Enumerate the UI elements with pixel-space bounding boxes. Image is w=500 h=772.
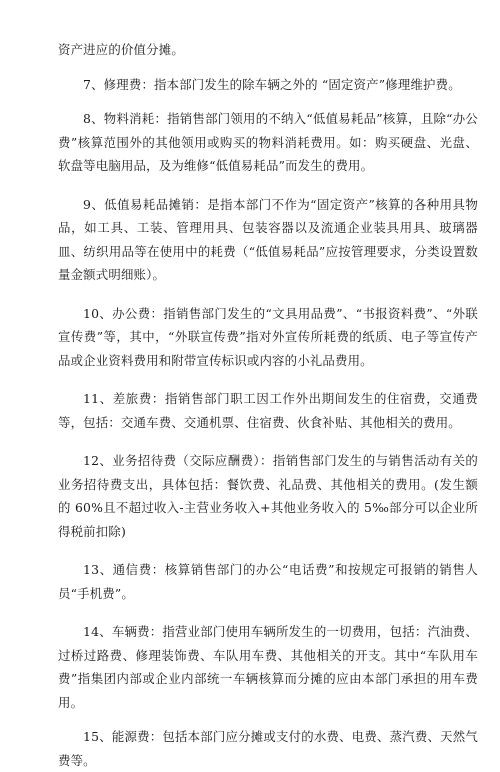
paragraph-asset-value-continuation: 资产进应的价值分摊。 xyxy=(58,42,184,57)
paragraph-vehicle-expenses: 14、车辆费：指营业部门使用车辆所发生的一切费用，包括：汽油费、过桥过路费、修理装饰费、车队用车费、其他相关的开支。其中“车队用车费”指集团内部或企业内部统一车辆核算而分摊的应由本部门承担的用车费用。 xyxy=(58,624,478,710)
document-page xyxy=(58,38,478,772)
paragraph-communication-fee: 13、通信费：核算销售部门的办公“电话费”和按规定可报销的销售人员“手机费”。 xyxy=(58,562,478,601)
paragraph-office-expenses: 10、办公费：指销售部门发生的“文具用品费”、“书报资料费”、“外联宣传费”等，其中，“外联宣传费”指对外宣传所耗费的纸质、电子等宣传产品或企业资料费用和附带宣传标识或内容的小礼品费用。 xyxy=(58,305,478,368)
paragraph-material-consumption: 8、物料消耗：指销售部门领用的不纳入“低值易耗品”核算，且除“办公费”核算范围外的其他领用或购买的物料消耗费用。如：购买硬盘、光盘、软盘等电脑用品，及为维修“低值易耗品”而发生的费用。 xyxy=(58,111,478,173)
paragraph-travel-expenses: 11、差旅费：指销售部门职工因工作外出期间发生的住宿费，交通费等，包括：交通车费、交通机票、住宿费、伙食补贴、其他相关的费用。 xyxy=(58,391,478,430)
paragraph-low-value-consumables: 9、低值易耗品摊销：是指本部门不作为“固定资产”核算的各种用具物品，如工具、工装、管理用具、包装容器以及流通企业装具用具、玻璃器皿、纺织用品等在使用中的耗费（“低值易耗品”应按管理要求，分类设置数量金额式明细账）。 xyxy=(58,196,478,282)
paragraph-business-entertainment: 12、业务招待费（交际应酬费）：指销售部门发生的与销售活动有关的业务招待费支出，具体包括：餐饮费、礼品费、其他相关的费用。(发生额的 60%且不超过收入-主营业务收入+其他业务收入的 5‰部分可以企业所得税前扣除) xyxy=(58,453,478,539)
paragraph-repair-fee: 7、修理费：指本部门发生的除车辆之外的 “固定资产”修理维护费。 xyxy=(83,76,461,92)
paragraph-energy-fee: 15、能源费：包括本部门应分摊或支付的水费、电费、蒸汽费、天然气费等。 xyxy=(58,729,478,768)
